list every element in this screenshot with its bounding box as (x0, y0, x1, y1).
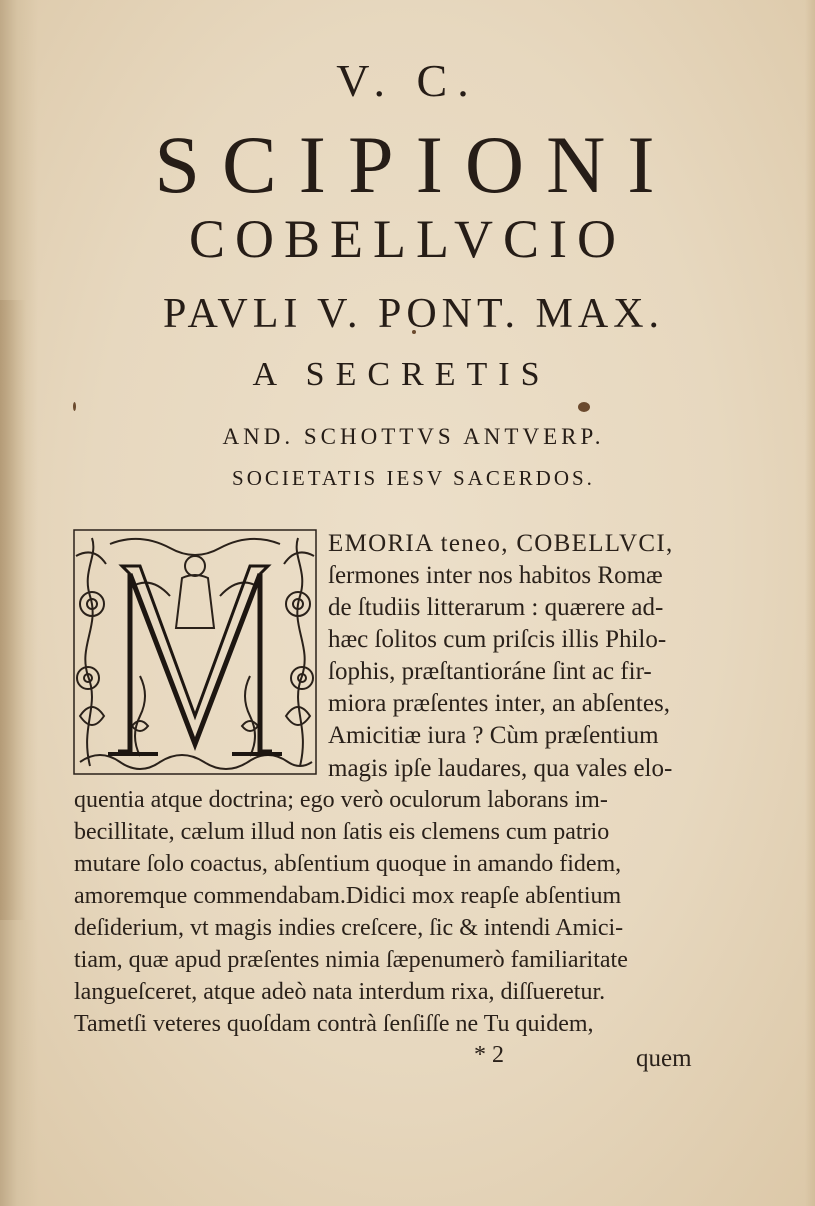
body-line: magis ipſe laudares, qua vales elo- (328, 755, 673, 782)
title-line-a-secretis: A SECRETIS (252, 356, 551, 393)
body-line: Tametſi veteres quoſdam contrà ſenſiſſe ne Tu quidem, (74, 1011, 594, 1037)
body-line: quentia atque doctrina; ego verò oculorum laborans im- (74, 787, 608, 813)
body-line: ſophis, præſtantioráne ſint ac fir- (328, 658, 652, 685)
title-line-pauli: PAVLI V. PONT. MAX. (162, 291, 665, 337)
title-line-vc: V. C. (336, 55, 479, 106)
title-line-cobellucio: COBELLVCIO (188, 209, 627, 269)
body-line: mutare ſolo coactus, abſentium quoque in amando fidem, (74, 851, 622, 877)
body-line: langueſceret, atque adeò nata interdum rixa, diſſueretur. (74, 979, 606, 1005)
body-line: becillitate, cælum illud non ſatis eis clemens cum patrio (74, 819, 610, 845)
ink-spot (578, 402, 590, 412)
catchword: quem (636, 1045, 692, 1072)
body-line: amoremque commendabam.Didici mox reapſe abſentium (74, 883, 622, 909)
ornament-frame (70, 526, 320, 778)
body-line: ſermones inter nos habitos Romæ (328, 562, 663, 589)
body-line: hæc ſolitos cum priſcis illis Philo- (328, 626, 667, 653)
body-line: de ſtudiis litterarum : quærere ad- (328, 594, 664, 621)
signature-mark: * 2 (474, 1042, 504, 1068)
title-line-scipioni: SCIPIONI (154, 119, 677, 210)
body-line: EMORIA teneo, COBELLVCI, (328, 530, 674, 557)
decorated-initial (70, 526, 320, 778)
body-line: Amicitiæ iura ? Cùm præſentium (328, 722, 659, 749)
body-line: deſiderium, vt magis indies creſcere, ſic & intendi Amici- (74, 915, 624, 941)
title-line-society: SOCIETATIS IESV SACERDOS. (232, 466, 595, 490)
body-line: miora præſentes inter, an abſentes, (328, 690, 670, 717)
body-line: tiam, quæ apud præſentes nimia ſæpenumerò familiaritate (74, 947, 628, 973)
title-line-author: AND. SCHOTTVS ANTVERP. (222, 424, 605, 449)
ink-spot (73, 402, 76, 411)
